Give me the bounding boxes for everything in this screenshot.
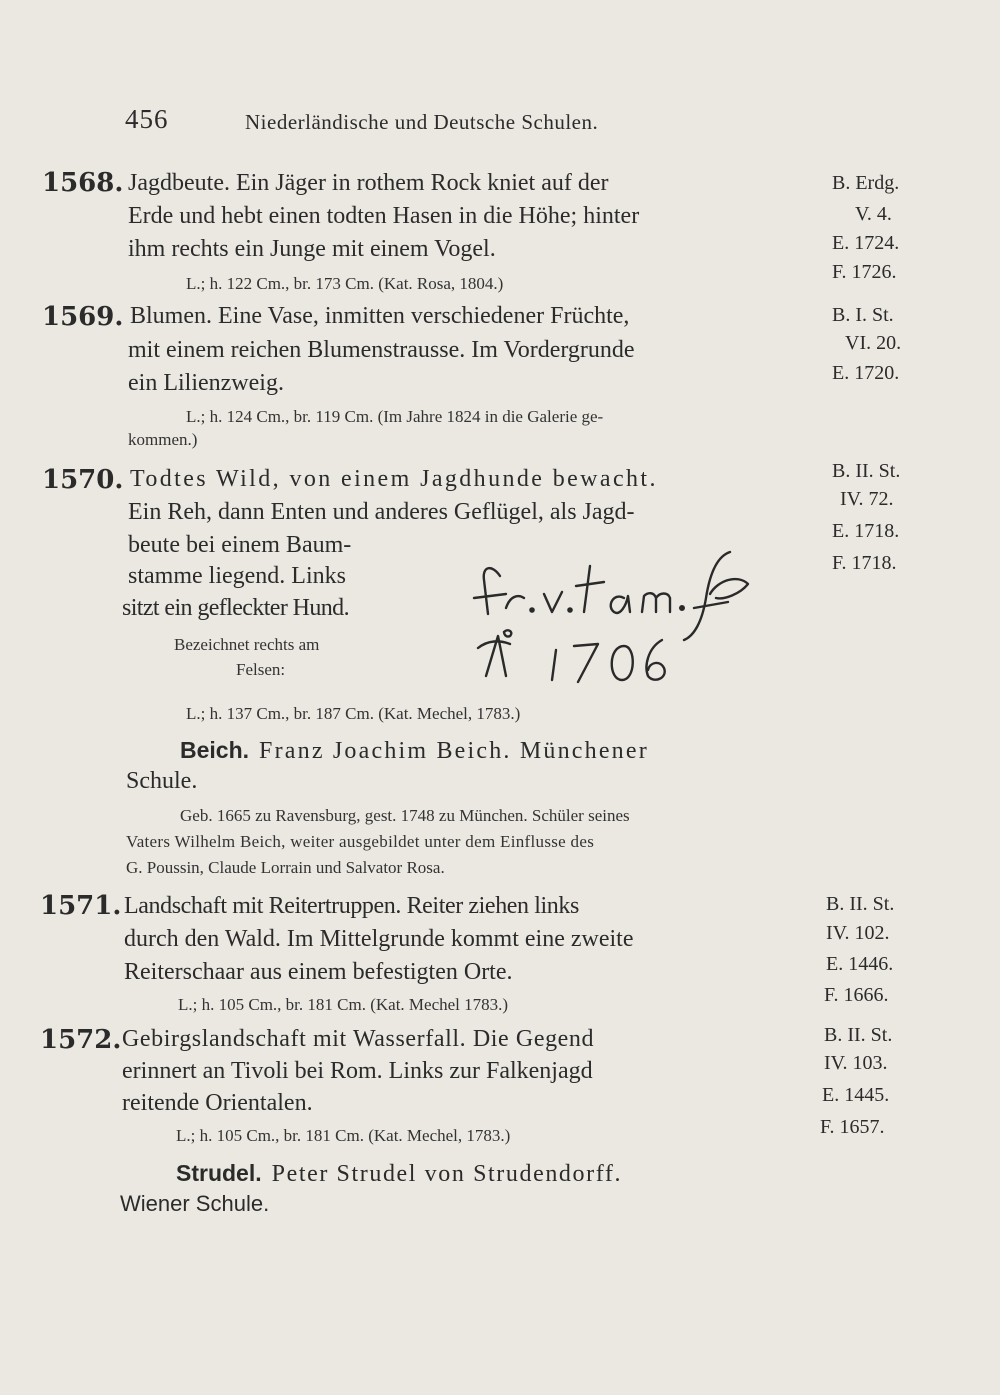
entry-1570-line-2: Ein Reh, dann Enten und anderes Geflügel, als Jagd- — [128, 499, 635, 525]
entry-1568-ref-1: B. Erdg. — [832, 172, 900, 194]
inscription-label-2: Felsen: — [236, 660, 286, 679]
entry-1568-note: L.; h. 122 Cm., br. 173 Cm. (Kat. Rosa, 1804.) — [186, 274, 504, 293]
entry-1571-ref-3: E. 1446. — [826, 953, 894, 975]
entry-number-1568: 1568. — [42, 168, 124, 198]
signature-image — [448, 536, 808, 696]
entry-number-1571: 1571. — [40, 891, 122, 921]
artist-bio-beich-2: Vaters Wilhelm Beich, weiter ausgebildet unter dem Einflusse des — [126, 832, 595, 851]
entry-1572-line-3: reitende Orientalen. — [122, 1090, 313, 1116]
entry-1569-note-1: L.; h. 124 Cm., br. 119 Cm. (Im Jahre 1824 in die Galerie ge- — [186, 407, 604, 426]
entry-number-1572: 1572. — [40, 1025, 122, 1055]
entry-1569-ref-1: B. I. St. — [832, 304, 894, 326]
entry-1569-ref-2: VI. 20. — [845, 332, 902, 354]
artist-fullname-beich: Franz Joachim Beich. Münchener — [259, 738, 649, 764]
entry-number-1569: 1569. — [42, 302, 124, 332]
entry-1568-line-2: Erde und hebt einen todten Hasen in die Höhe; hinter — [128, 203, 640, 229]
entry-1568-ref-3: E. 1724. — [832, 232, 900, 254]
artist-heading-beich — [180, 737, 649, 765]
inscription-label-1: Bezeichnet rechts am — [174, 635, 320, 654]
bleed-through-text — [640, 226, 646, 258]
entry-1572-ref-2: IV. 103. — [824, 1052, 888, 1074]
artist-bio-beich-3: G. Poussin, Claude Lorrain und Salvator Rosa. — [126, 858, 445, 877]
artist-heading-strudel — [176, 1160, 622, 1188]
entry-1571-line-3: Reiterschaar aus einem befestigten Orte. — [124, 959, 513, 985]
entry-1572-line-1: Gebirgslandschaft mit Wasserfall. Die Gegend — [122, 1026, 595, 1052]
entry-1568-ref-2: V. 4. — [855, 203, 892, 225]
entry-1570-ref-4: F. 1718. — [832, 552, 897, 574]
entry-1572-ref-1: B. II. St. — [824, 1024, 893, 1046]
entry-1570-note: L.; h. 137 Cm., br. 187 Cm. (Kat. Mechel, 1783.) — [186, 704, 521, 723]
artist-name-beich: Beich. — [180, 737, 250, 763]
entry-1568-line-1: Jagdbeute. Ein Jäger in rothem Rock kniet auf der — [128, 170, 609, 196]
artist-school-beich: Schule. — [126, 768, 198, 794]
page-number: 456 — [125, 104, 169, 134]
artist-school-strudel: Wiener Schule. — [120, 1191, 270, 1216]
page-title: Niederländische und Deutsche Schulen. — [245, 110, 599, 134]
entry-1572-ref-3: E. 1445. — [822, 1084, 890, 1106]
entry-1571-note: L.; h. 105 Cm., br. 181 Cm. (Kat. Mechel 1783.) — [178, 995, 509, 1014]
entry-1569-line-3: ein Lilienzweig. — [128, 370, 284, 396]
entry-1572-note: L.; h. 105 Cm., br. 181 Cm. (Kat. Mechel, 1783.) — [176, 1126, 511, 1145]
entry-1570-line-4: stamme liegend. Links — [128, 563, 346, 589]
entry-1570-ref-3: E. 1718. — [832, 520, 900, 542]
entry-1569-ref-3: E. 1720. — [832, 362, 900, 384]
entry-1569-line-2: mit einem reichen Blumenstrausse. Im Vordergrunde — [128, 337, 635, 363]
entry-1571-ref-1: B. II. St. — [826, 893, 895, 915]
entry-1568-ref-4: F. 1726. — [832, 261, 897, 283]
entry-1568-line-3: ihm rechts ein Junge mit einem Vogel. — [128, 236, 496, 262]
entry-1571-line-1: Landschaft mit Reitertruppen. Reiter ziehen links — [124, 893, 579, 919]
entry-1569-line-1: Blumen. Eine Vase, inmitten verschiedener Früchte, — [130, 303, 630, 329]
artist-bio-beich-1: Geb. 1665 zu Ravensburg, gest. 1748 zu München. Schüler seines — [180, 806, 630, 825]
artist-fullname-strudel: Peter Strudel von Strudendorff. — [271, 1161, 623, 1187]
entry-1571-ref-4: F. 1666. — [824, 984, 889, 1006]
page-header — [125, 104, 599, 135]
entry-1570-ref-2: IV. 72. — [840, 488, 894, 510]
entry-1572-line-2: erinnert an Tivoli bei Rom. Links zur Falkenjagd — [122, 1058, 593, 1084]
entry-1570-line-3: beute bei einem Baum- — [128, 532, 352, 558]
entry-1572-ref-4: F. 1657. — [820, 1116, 885, 1138]
entry-1571-line-2: durch den Wald. Im Mittelgrunde kommt eine zweite — [124, 926, 634, 952]
entry-number-1570: 1570. — [42, 465, 124, 495]
entry-1569-note-2: kommen.) — [128, 430, 198, 449]
entry-1570-line-1: Todtes Wild, von einem Jagdhunde bewacht. — [130, 466, 658, 492]
entry-1570-ref-1: B. II. St. — [832, 460, 901, 482]
entry-1570-line-5: sitzt ein gefleckter Hund. — [122, 595, 349, 621]
artist-name-strudel: Strudel. — [176, 1160, 262, 1186]
entry-1571-ref-2: IV. 102. — [826, 922, 890, 944]
